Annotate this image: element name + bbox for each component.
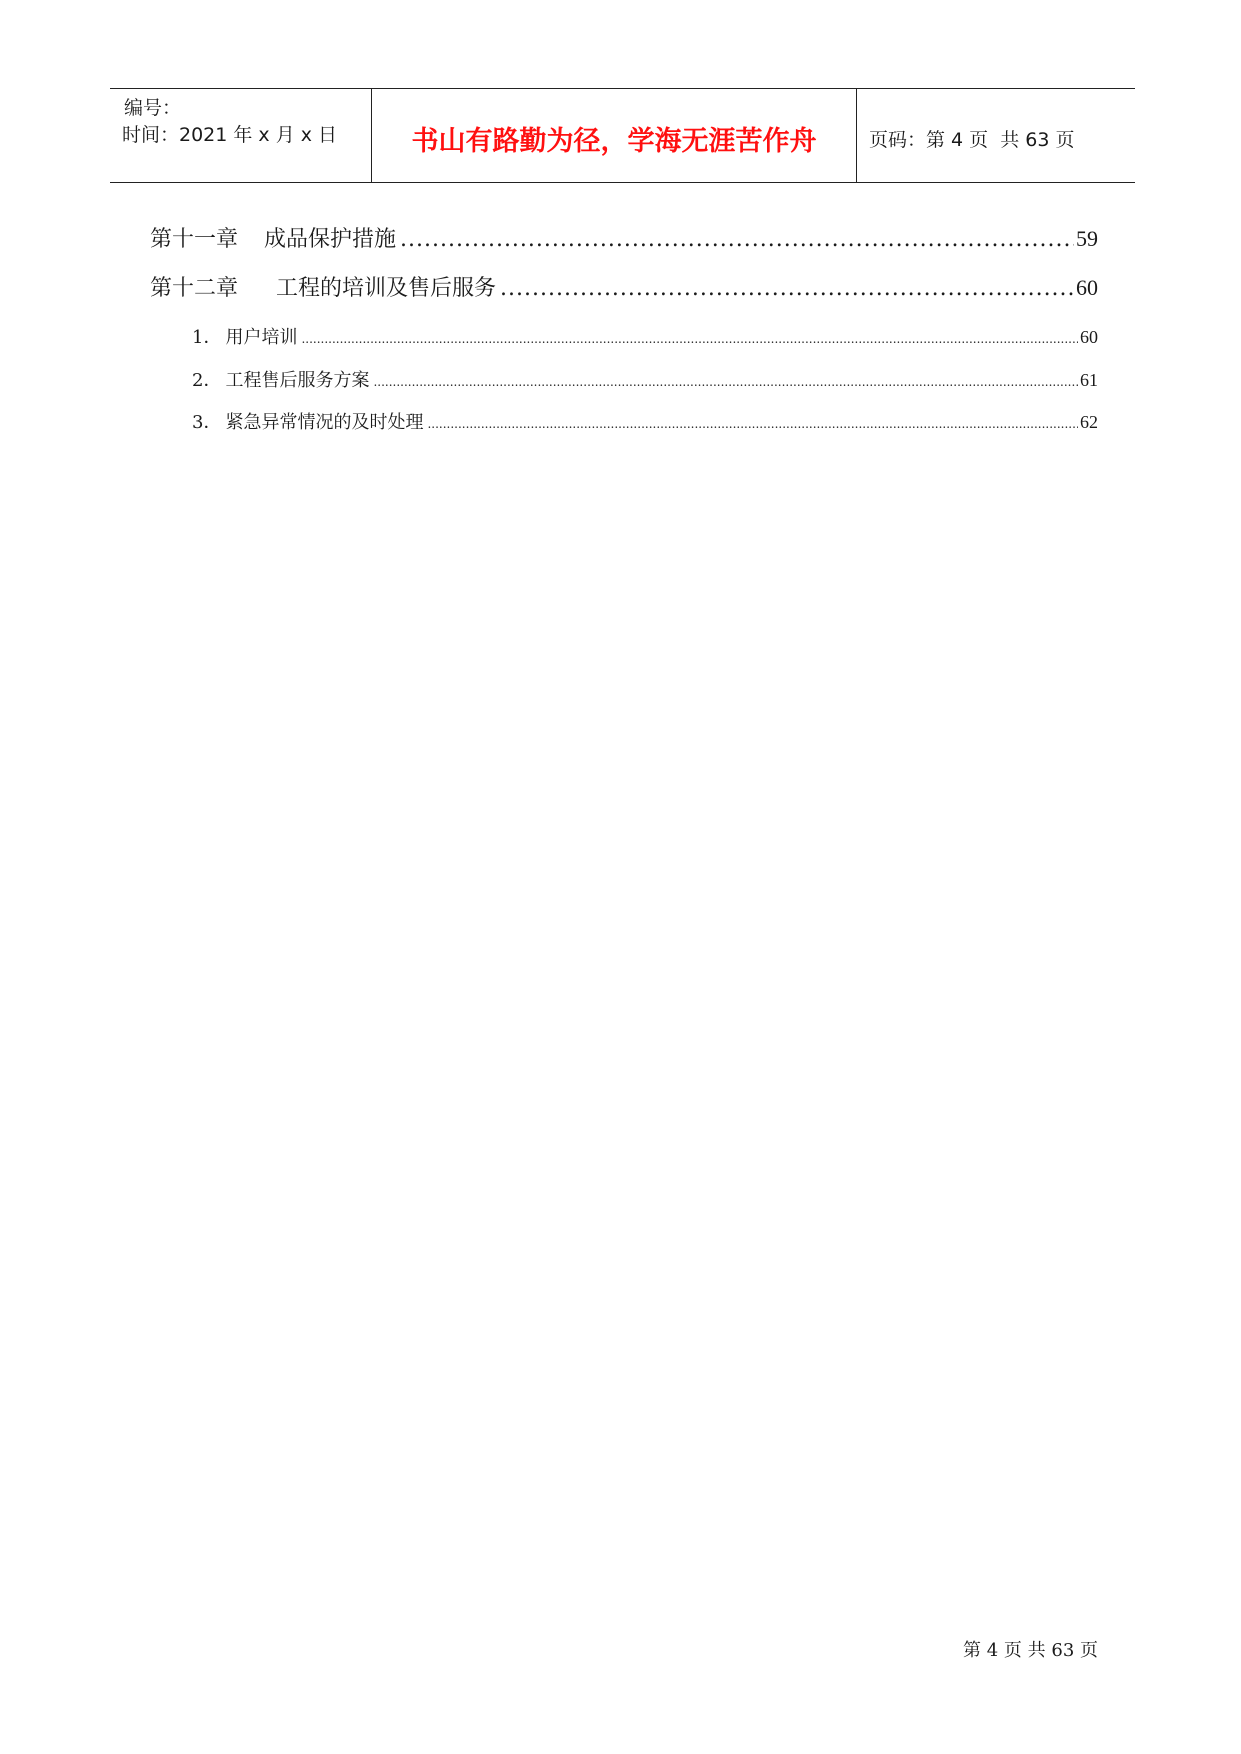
toc-page-number: 60: [1080, 327, 1098, 347]
toc-page-number: 59: [1076, 226, 1098, 251]
toc-dot-leader: [373, 375, 1078, 389]
toc-section-number: 2．: [192, 370, 222, 391]
header-page-cell: [857, 89, 1135, 182]
toc-page-number: 61: [1080, 370, 1098, 390]
header-page-info: 页码：第 4 页 共 63 页: [869, 129, 1075, 151]
toc-chapter-number: 第十一章: [150, 227, 239, 252]
toc-chapter-entry[interactable]: [150, 222, 1098, 253]
toc-page-number: 62: [1080, 412, 1098, 432]
toc-section-title: 用户培训: [225, 327, 298, 348]
toc-dot-leader: [400, 227, 1074, 252]
header-motto-cell: [372, 89, 857, 182]
toc-section-entry[interactable]: [192, 366, 1098, 392]
toc-section-entry[interactable]: [192, 408, 1098, 434]
toc-page-number: 60: [1076, 275, 1098, 300]
toc-section-title: 工程售后服务方案: [225, 370, 370, 391]
toc-dot-leader: [301, 332, 1078, 346]
page-footer: 第 4 页 共 63 页: [963, 1640, 1098, 1661]
toc-chapter-number: 第十二章: [150, 276, 239, 301]
toc-section-title: 紧急异常情况的及时处理: [225, 412, 424, 433]
toc-dot-leader: [427, 417, 1078, 431]
toc-section-number: 3．: [192, 412, 222, 433]
toc-chapter-title: 成品保护措施: [264, 227, 397, 252]
document-code-label: 编号：: [124, 97, 182, 119]
toc-section-entry[interactable]: [192, 323, 1098, 349]
toc-section-number: 1．: [192, 327, 222, 348]
header-motto: 书山有路勤为径，学海无涯苦作舟: [411, 126, 817, 157]
document-time-label: 时间：2021 年 x 月 x 日: [122, 124, 338, 146]
toc-chapter-entry[interactable]: [150, 271, 1098, 302]
toc-chapter-title: 工程的培训及售后服务: [276, 276, 497, 301]
page-header: [110, 88, 1135, 183]
header-meta-cell: [110, 89, 372, 182]
toc-dot-leader: [500, 276, 1074, 301]
